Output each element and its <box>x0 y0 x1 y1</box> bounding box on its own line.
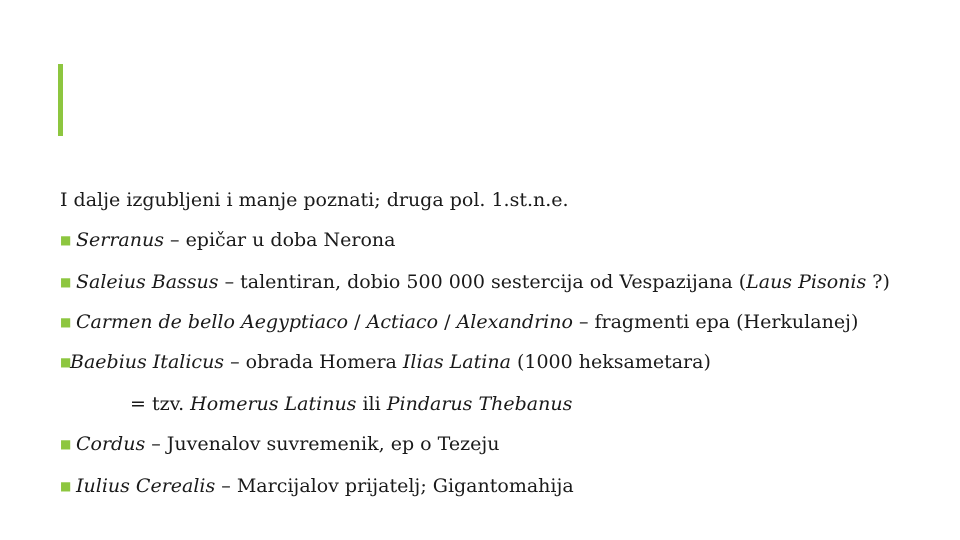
bullet-icon: ■ <box>60 233 72 247</box>
item-description-end: ?) <box>866 271 890 293</box>
work-title: Carmen de bello Aegyptiaco <box>76 311 349 333</box>
bullet-icon: ■ <box>60 437 72 451</box>
equiv-prefix: = tzv. <box>130 393 191 415</box>
equivalence-line <box>130 392 572 416</box>
item-description: – Juvenalov suvremenik, ep o Tezeju <box>145 433 500 455</box>
item-description: – epičar u doba Nerona <box>163 229 396 251</box>
item-description: – Marcijalov prijatelj; Gigantomahija <box>215 475 574 497</box>
list-item-carmen-de-bello <box>60 310 858 334</box>
author-name: Iulius Cerealis <box>76 475 216 497</box>
item-description: – talentiran, dobio 500 000 sestercija od Vespazijana ( <box>218 271 747 293</box>
list-item-serranus <box>60 228 396 252</box>
intro-text: I dalje izgubljeni i manje poznati; druga pol. 1.st.n.e. <box>60 189 569 211</box>
item-description: – fragmenti epa (Herkulanej) <box>572 311 859 333</box>
author-name: Cordus <box>76 433 146 455</box>
title-accent-bar <box>58 64 63 136</box>
equiv-conjunction: ili <box>356 393 387 415</box>
bullet-icon: ■ <box>60 355 72 369</box>
work-title-alt: Alexandrino <box>456 311 573 333</box>
list-item-baebius-italicus <box>60 350 711 374</box>
separator: / <box>438 311 457 333</box>
bullet-icon: ■ <box>60 315 72 329</box>
item-description: – obrada Homera <box>224 351 403 373</box>
work-title: Ilias Latina <box>402 351 511 373</box>
work-title: Laus Pisonis <box>746 271 867 293</box>
item-description-end: (1000 heksametara) <box>510 351 711 373</box>
author-name: Baebius Italicus <box>70 351 225 373</box>
bullet-icon: ■ <box>60 479 72 493</box>
author-name: Saleius Bassus <box>76 271 219 293</box>
separator: / <box>348 311 367 333</box>
list-item-saleius-bassus <box>60 270 890 294</box>
alt-title: Pindarus Thebanus <box>386 393 573 415</box>
alt-title: Homerus Latinus <box>190 393 357 415</box>
author-name: Serranus <box>76 229 164 251</box>
intro-line <box>60 188 569 212</box>
list-item-cordus <box>60 432 499 456</box>
list-item-iulius-cerealis <box>60 474 574 498</box>
work-title-alt: Actiaco <box>366 311 439 333</box>
bullet-icon: ■ <box>60 275 72 289</box>
